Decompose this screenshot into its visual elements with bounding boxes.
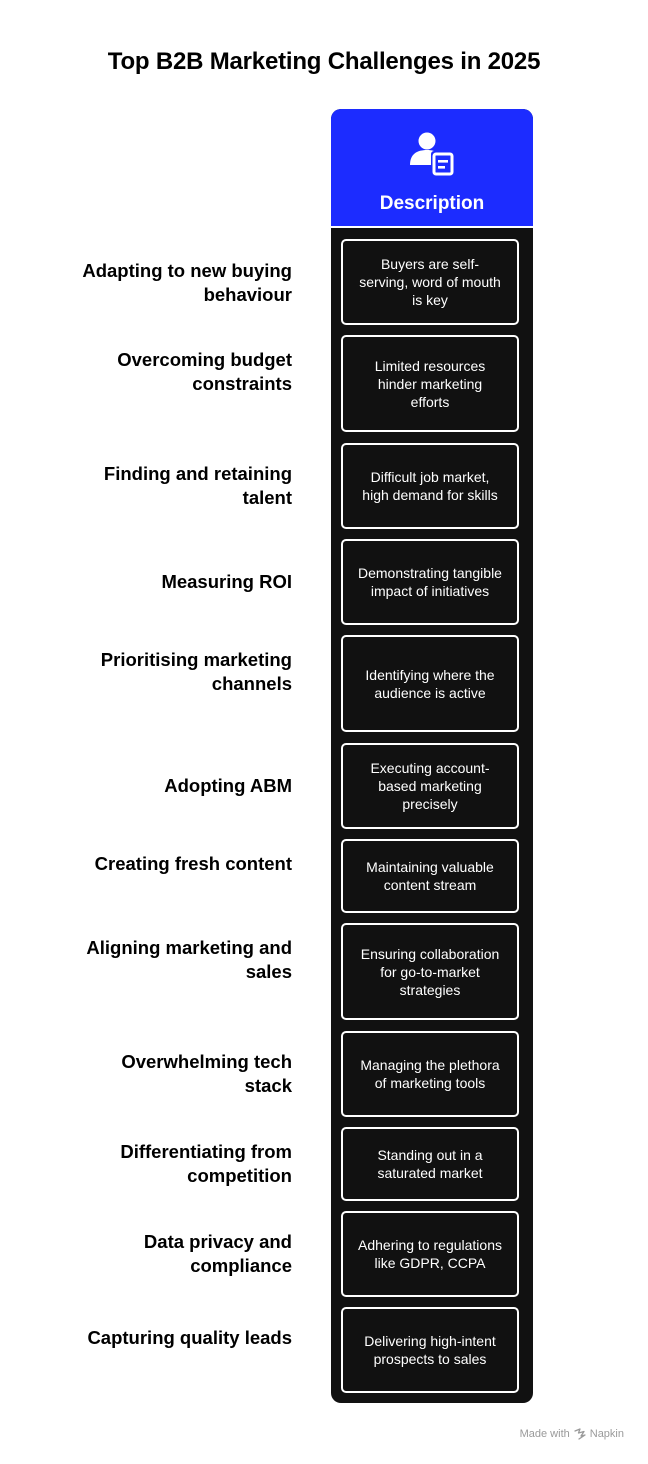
challenge-label: Differentiating from competition: [120, 1141, 292, 1186]
description-cell: Maintaining valuable content stream: [341, 839, 519, 913]
column-header: [331, 109, 533, 228]
description-cell: Delivering high-intent prospects to sales: [341, 1307, 519, 1393]
description-cell: Ensuring collaboration for go-to-market strategies: [341, 923, 519, 1020]
description-cell: Managing the plethora of marketing tools: [341, 1031, 519, 1117]
description-cell: Difficult job market, high demand for skills: [341, 443, 519, 529]
challenge-label: Aligning marketing and sales: [86, 937, 292, 982]
challenge-label: Data privacy and compliance: [143, 1231, 292, 1276]
challenge-label: Adopting ABM: [164, 775, 292, 796]
description-cell: Identifying where the audience is active: [341, 635, 519, 732]
challenge-label: Adapting to new buying behaviour: [82, 260, 292, 305]
napkin-logo-icon: [574, 1428, 586, 1440]
description-cell: Standing out in a saturated market: [341, 1127, 519, 1201]
made-with-text: Made with: [519, 1428, 570, 1440]
description-cell: Buyers are self-serving, word of mouth is key: [341, 239, 519, 325]
challenge-label: Prioritising marketing channels: [100, 649, 292, 694]
description-cell: Executing account-based marketing precisely: [341, 743, 519, 829]
user-document-icon: [407, 129, 457, 179]
challenge-label: Measuring ROI: [161, 571, 292, 592]
napkin-attribution[interactable]: [520, 1428, 624, 1440]
challenge-label: Finding and retaining talent: [103, 463, 292, 508]
challenge-label: Creating fresh content: [94, 853, 292, 874]
napkin-brand: Napkin: [589, 1428, 624, 1440]
description-cell: Demonstrating tangible impact of initiatives: [341, 539, 519, 625]
column-header-label: Description: [379, 193, 485, 214]
challenge-label: Overwhelming tech stack: [121, 1051, 292, 1096]
challenge-label: Capturing quality leads: [87, 1327, 292, 1348]
challenge-label: Overcoming budget constraints: [117, 349, 292, 394]
page-title: Top B2B Marketing Challenges in 2025: [107, 48, 541, 75]
description-cell: Limited resources hinder marketing efforts: [341, 335, 519, 432]
description-cell: Adhering to regulations like GDPR, CCPA: [341, 1211, 519, 1297]
